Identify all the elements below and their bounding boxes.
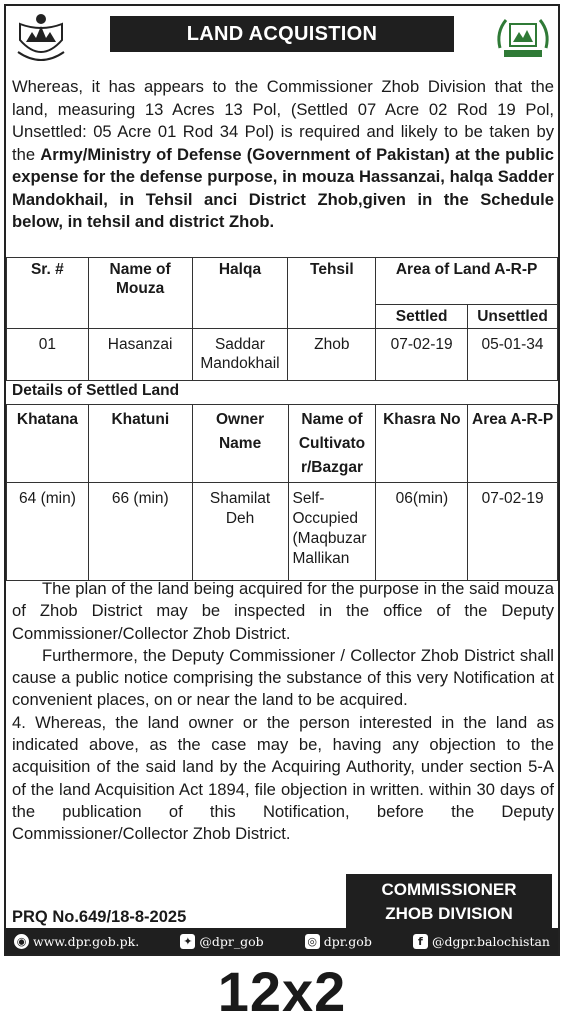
header-area: Area of Land A-R-P [376,258,558,305]
balochistan-emblem-icon [12,12,70,64]
cell-tehsil: Zhob [288,329,376,381]
intro-text: Whereas, it has appears to the Commissioner Zhob Division that the land, measuring 13 Acres 13 Pol, (Settled 07 Acre 02 Rod 19 Pol, Unsettled: 05 Acre 01 Rod 34 Pol) is required and likely to be taken by the [12,77,554,164]
facebook-icon: f [413,934,428,949]
cell-khatuni: 66 (min) [88,483,192,581]
header-halqa: Halqa [192,258,288,329]
mouza-table [6,257,558,381]
footer-facebook[interactable]: f @dgpr.balochistan [413,934,550,949]
header-khatana: Khatana [7,405,89,483]
cell-khasra: 06(min) [376,483,468,581]
body-text [12,578,554,846]
globe-icon: ◉ [14,934,29,949]
cell-cultivator: Self- Occupied (Maqbuzar Mallikan [288,483,376,581]
paragraph-objection: 4. Whereas, the land owner or the person interested in the land as indicated above, as the case may be, having any objection to the acquisition of the said land by the Acquiring Authority, under section 5-A of the land Acquisition Act 1894, file objection in written. within 30 days of the publication of this Notification, before the Deputy Commissioner/Collector Zhob District. [12,712,554,844]
header-owner: Owner Name [192,405,288,483]
header-unsettled: Unsettled [468,305,558,329]
settled-land-table [6,404,558,581]
cell-khatana: 64 (min) [7,483,89,581]
footer [6,928,558,954]
cell-area: 07-02-19 [468,483,558,581]
table-row [7,329,558,381]
header [6,6,558,68]
header-khatuni: Khatuni [88,405,192,483]
table-row [7,483,558,581]
government-emblem-icon [494,12,552,64]
twitter-icon: ✦ [180,934,195,949]
intro-paragraph [12,76,554,234]
header-khasra: Khasra No [376,405,468,483]
header-area-arp: Area A-R-P [468,405,558,483]
footer-twitter[interactable]: ✦ @dpr_gob [180,934,263,949]
instagram-icon: ◎ [305,934,320,949]
footer-website[interactable]: ◉ www.dpr.gob.pk. [14,934,139,949]
ad-size-label: 12x2 [217,960,347,1023]
cell-halqa: Saddar Mandokhail [192,329,288,381]
details-label: Details of Settled Land [12,382,180,399]
advertisement [4,4,560,956]
header-settled: Settled [376,305,468,329]
paragraph-notice: Furthermore, the Deputy Commissioner / Collector Zhob District shall cause a public notice comprising the substance of this very Notification at convenient places, on or near the land to be acquired. [12,645,554,710]
cell-sr: 01 [7,329,89,381]
cell-unsettled: 05-01-34 [468,329,558,381]
signoff-line1: COMMISSIONER [381,880,517,899]
signoff-box [346,874,552,930]
header-tehsil: Tehsil [288,258,376,329]
header-sr: Sr. # [7,258,89,329]
prq-number: PRQ No.649/18-8-2025 [12,908,187,926]
cell-owner: Shamilat Deh [192,483,288,581]
intro-bold-text: Army/Ministry of Defense (Government of Pakistan) at the public expense for the defense purpose, in mouza Hassanzai, halqa Sadder Mandokhail, in Tehsil anci District Zhob,given in the Schedule below, in tehsil and district Zhob. [12,144,554,231]
footer-instagram[interactable]: ◎ dpr.gob [305,934,372,949]
signoff-line2: ZHOB DIVISION [385,904,513,923]
header-cultivator: Name of Cultivato r/Bazgar [288,405,376,483]
cell-mouza: Hasanzai [88,329,192,381]
cell-settled: 07-02-19 [376,329,468,381]
page-title: LAND ACQUISTION [110,16,454,52]
paragraph-plan: The plan of the land being acquired for the purpose in the said mouza of Zhob District may be inspected in the office of the Deputy Commissioner/Collector Zhob District. [12,579,554,643]
header-mouza: Name of Mouza [88,258,192,329]
